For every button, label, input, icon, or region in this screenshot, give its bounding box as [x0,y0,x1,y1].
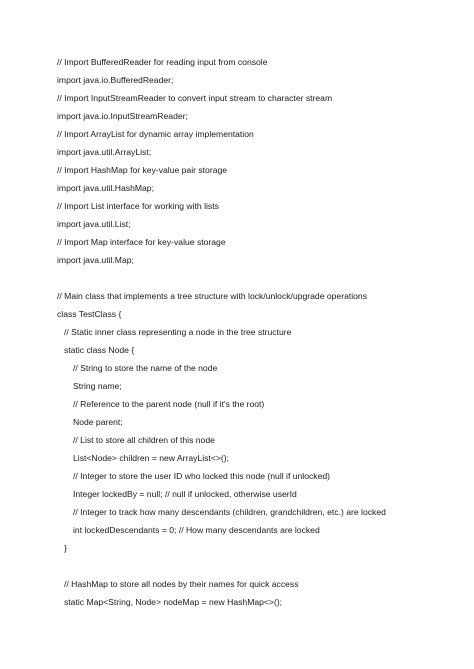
code-line: // Import InputStreamReader to convert input stream to character stream [57,93,333,103]
code-line: class TestClass { [57,309,122,319]
code-line: // Import Map interface for key-value storage [57,237,226,247]
code-line: // HashMap to store all nodes by their names for quick access [64,579,299,589]
code-line: // Integer to track how many descendants (children, grandchildren, etc.) are locked [73,507,386,517]
code-line: import java.util.List; [57,219,131,229]
code-line: // Import ArrayList for dynamic array implementation [57,129,254,139]
code-line: Integer lockedBy = null; // null if unlocked, otherwise userId [73,489,297,499]
code-line: // Reference to the parent node (null if it's the root) [73,399,265,409]
code-line: // Main class that implements a tree structure with lock/unlock/upgrade operations [57,291,368,301]
code-line: // Import BufferedReader for reading input from console [57,57,268,67]
code-line: String name; [73,381,122,391]
code-line: int lockedDescendants = 0; // How many descendants are locked [73,525,320,535]
code-line: // Integer to store the user ID who locked this node (null if unlocked) [73,471,330,481]
code-line: Node parent; [73,417,123,427]
code-line: // List to store all children of this node [73,435,215,445]
code-line: import java.util.Map; [57,255,134,265]
code-line: // String to store the name of the node [73,363,218,373]
code-line: import java.io.BufferedReader; [57,75,174,85]
code-line: // Static inner class representing a node in the tree structure [64,327,292,337]
code-line: import java.util.HashMap; [57,183,154,193]
code-line: // Import List interface for working with lists [57,201,219,211]
code-line: } [64,543,67,553]
code-line: List<Node> children = new ArrayList<>(); [73,453,229,463]
code-line: import java.io.InputStreamReader; [57,111,188,121]
code-line: import java.util.ArrayList; [57,147,152,157]
code-line: static Map<String, Node> nodeMap = new HashMap<>(); [64,597,283,607]
code-line: static class Node { [64,345,135,355]
code-line: // Import HashMap for key-value pair storage [57,165,228,175]
